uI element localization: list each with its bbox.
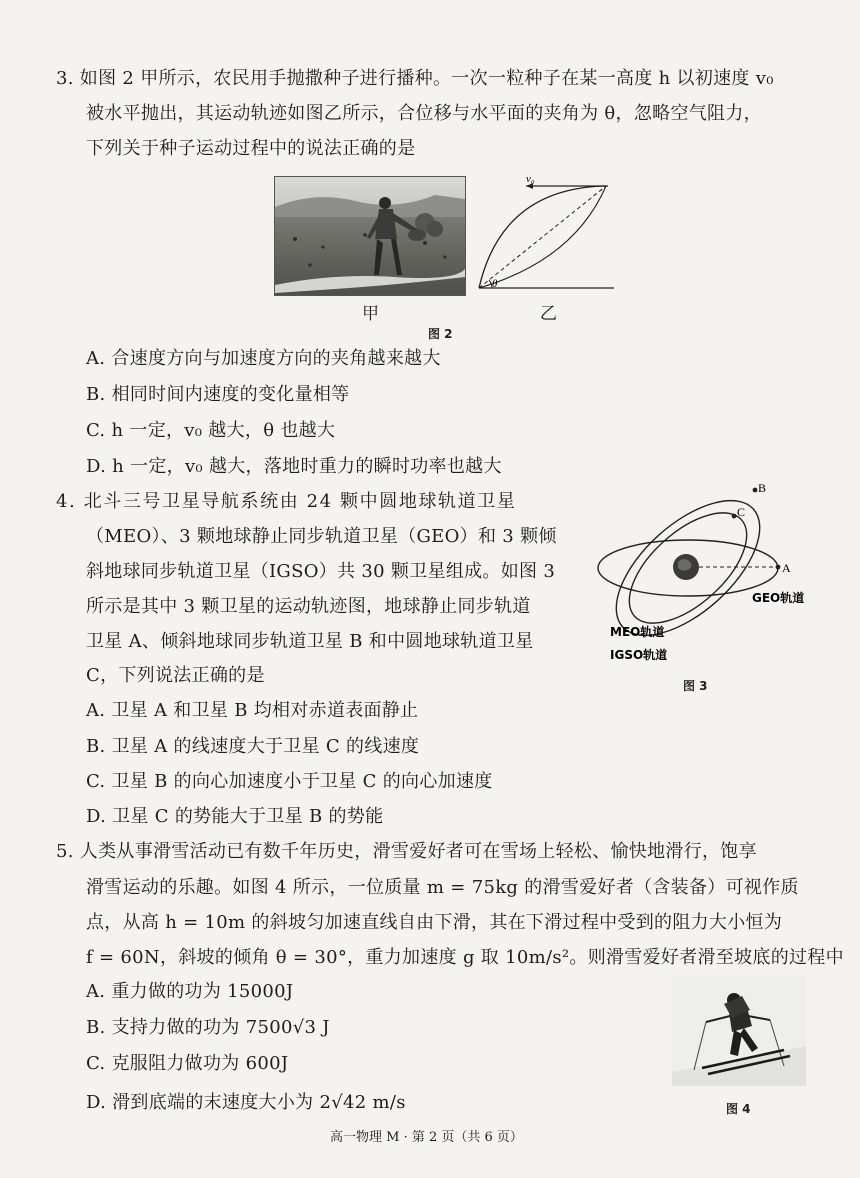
q3-stem-line-2: 被水平抛出，其运动轨迹如图乙所示，合位移与水平面的夹角为 θ，忽略空气阻力， xyxy=(86,103,762,124)
q3-option-c: C. h 一定，v₀ 越大，θ 也越大 xyxy=(86,420,336,441)
q5-option-a: A. 重力做的功为 15000J xyxy=(86,981,294,1002)
satellite-c xyxy=(732,514,737,519)
v0-label: v₀ xyxy=(526,173,535,185)
orbit-diagram xyxy=(596,476,816,672)
q5-stem-line-2: 滑雪运动的乐趣。如图 4 所示，一位质量 m = 75kg 的滑雪爱好者（含装备）可视作质 xyxy=(86,877,799,898)
fig4-caption: 图 4 xyxy=(726,1102,751,1116)
fig3-caption: 图 3 xyxy=(683,679,708,693)
point-b-label: B xyxy=(758,481,767,495)
q4-stem-line-5: 卫星 A、倾斜地球同步轨道卫星 B 和中圆地球轨道卫星 xyxy=(86,631,534,652)
page-footer: 高一物理 M · 第 2 页（共 6 页） xyxy=(330,1130,523,1145)
q5-stem-line-1: 5. 人类从事滑雪活动已有数千年历史，滑雪爱好者可在雪场上轻松、愉快地滑行，饱享 xyxy=(56,841,757,862)
q4-stem-line-3: 斜地球同步轨道卫星（IGSO）共 30 颗卫星组成。如图 3 xyxy=(86,561,556,582)
q3-stem-line-3: 下列关于种子运动过程中的说法正确的是 xyxy=(86,138,416,159)
farmer-photo-illustration xyxy=(275,177,465,295)
satellite-b xyxy=(753,488,758,493)
q5-stem-line-3: 点，从高 h = 10m 的斜坡匀加速直线自由下滑，其在下滑过程中受到的阻力大小恒为 xyxy=(86,912,783,933)
q5-option-b: B. 支持力做的功为 7500√3 J xyxy=(86,1017,330,1038)
meo-label: MEO轨道 xyxy=(610,625,665,639)
point-c-label: C xyxy=(737,505,746,519)
q4-stem-line-6: C，下列说法正确的是 xyxy=(86,665,265,686)
satellite-a xyxy=(776,565,781,570)
q4-stem-line-4: 所示是其中 3 颗卫星的运动轨迹图，地球静止同步轨道 xyxy=(86,596,531,617)
q3-stem-line-1: 3. 如图 2 甲所示，农民用手抛撒种子进行播种。一次一粒种子在某一高度 h 以初速度 v₀ xyxy=(56,68,774,89)
displacement-line xyxy=(479,186,606,288)
theta-label: θ xyxy=(492,278,498,290)
q4-option-c: C. 卫星 B 的向心加速度小于卫星 C 的向心加速度 xyxy=(86,771,493,792)
skier-illustration xyxy=(672,976,806,1086)
igso-label: IGSO轨道 xyxy=(610,648,668,662)
fig2-caption: 图 2 xyxy=(428,327,453,341)
fig2-left-label: 甲 xyxy=(362,304,379,324)
skier-photo xyxy=(672,976,806,1086)
q4-option-d: D. 卫星 C 的势能大于卫星 B 的势能 xyxy=(86,806,384,827)
q3-option-d: D. h 一定，v₀ 越大，落地时重力的瞬时功率也越大 xyxy=(86,456,502,477)
q4-option-b: B. 卫星 A 的线速度大于卫星 C 的线速度 xyxy=(86,736,420,757)
q4-option-a: A. 卫星 A 和卫星 B 均相对赤道表面静止 xyxy=(86,700,419,721)
q5-stem-line-4: f = 60N，斜坡的倾角 θ = 30°，重力加速度 g 取 10m/s²。则滑雪爱好者滑至坡底的过程中 xyxy=(86,947,844,968)
fig2-right-label: 乙 xyxy=(540,304,557,324)
q3-option-b: B. 相同时间内速度的变化量相等 xyxy=(86,384,350,405)
farmer-sowing-photo xyxy=(274,176,466,296)
geo-label: GEO轨道 xyxy=(752,591,805,605)
q4-stem-line-2: （MEO）、3 颗地球静止同步轨道卫星（GEO）和 3 颗倾 xyxy=(86,526,557,547)
q4-stem-line-1: 4. 北斗三号卫星导航系统由 24 颗中圆地球轨道卫星 xyxy=(56,491,517,512)
point-a-label: A xyxy=(782,561,791,575)
trajectory-diagram xyxy=(474,170,624,300)
q5-option-c: C. 克服阻力做功为 600J xyxy=(86,1053,289,1074)
q3-option-a: A. 合速度方向与加速度方向的夹角越来越大 xyxy=(86,348,441,369)
q5-option-d: D. 滑到底端的末速度大小为 2√42 m/s xyxy=(86,1092,406,1113)
